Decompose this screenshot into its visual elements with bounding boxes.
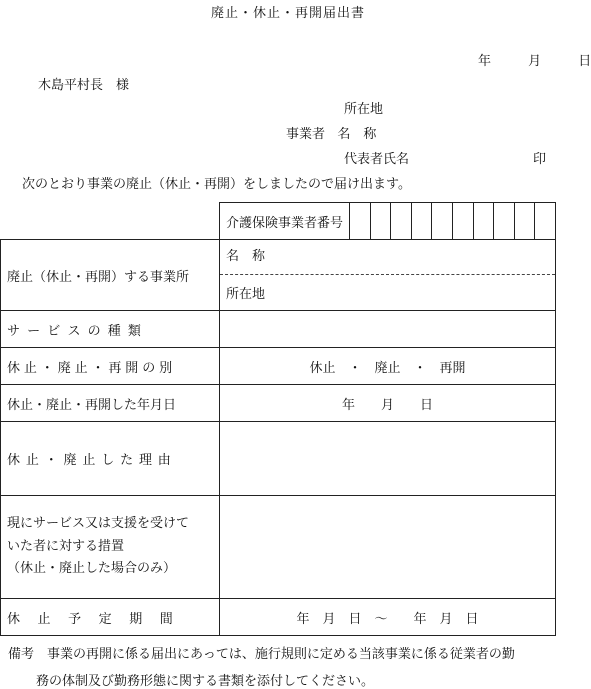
provider-number-digit[interactable] <box>371 203 392 239</box>
office-label: 廃止（休止・再開）する事業所 <box>1 240 220 311</box>
provider-number-digit[interactable] <box>412 203 433 239</box>
recipient: 木島平村長 様 <box>38 78 130 93</box>
measures-label-line-3: （休止・廃止した場合のみ） <box>7 561 177 577</box>
date-year-label: 年 <box>477 54 491 69</box>
blank-cell <box>1 203 220 240</box>
notification-form-table <box>0 202 556 636</box>
applicant-address-label: 所在地 <box>344 102 384 117</box>
remarks-line-2: 務の体制及び勤務形態に関する書類を添付してください。 <box>36 674 375 689</box>
provider-number-digit[interactable] <box>535 203 555 239</box>
applicant-name-line <box>286 123 376 142</box>
business-label: 事業者 <box>286 127 326 142</box>
provider-number-label: 介護保険事業者番号 <box>220 203 350 239</box>
provider-number-digit[interactable] <box>453 203 474 239</box>
distinction-label: 休止・廃止・再開の別 <box>1 348 220 385</box>
distinction-options[interactable]: 休止 ・ 廃止 ・ 再開 <box>220 348 556 385</box>
reason-label: 休止・廃止した理由 <box>1 422 220 496</box>
service-type-label: サービスの種類 <box>1 311 220 348</box>
office-address-field[interactable] <box>220 275 555 310</box>
period-field[interactable]: 年 月 日 ～ 年 月 日 <box>220 599 556 636</box>
date-day-label: 日 <box>578 54 591 69</box>
intro-text: 次のとおり事業の廃止（休止・再開）をしましたので届け出ます。 <box>22 177 411 192</box>
provider-number-digit[interactable] <box>391 203 412 239</box>
submission-date <box>445 50 591 69</box>
office-address-label: 所在地 <box>226 286 266 302</box>
provider-number-digit[interactable] <box>494 203 515 239</box>
business-name-label: 名 称 <box>337 127 377 142</box>
provider-number-digit[interactable] <box>350 203 371 239</box>
measures-label <box>1 496 220 599</box>
seal-mark: 印 <box>533 152 547 167</box>
remarks-line-1: 備考 事業の再開に係る届出にあっては、施行規則に定める当該事業に係る従業者の勤 <box>8 647 515 662</box>
measures-label-line-2: いた者に対する措置 <box>7 538 125 554</box>
period-label: 休止予定期間 <box>1 599 220 636</box>
office-name-field[interactable] <box>220 241 555 275</box>
office-name-label: 名 称 <box>226 248 266 264</box>
provider-number-digit[interactable] <box>474 203 495 239</box>
service-type-field[interactable] <box>220 311 556 348</box>
office-details-cell <box>220 240 556 311</box>
provider-number-digit[interactable] <box>432 203 453 239</box>
reason-field[interactable] <box>220 422 556 496</box>
date-label: 休止・廃止・再開した年月日 <box>1 385 220 422</box>
provider-number-digit[interactable] <box>515 203 536 239</box>
date-month-label: 月 <box>528 54 542 69</box>
date-field[interactable]: 年 月 日 <box>220 385 556 422</box>
measures-label-line-1: 現にサービス又は支援を受けて <box>7 515 190 531</box>
form-title: 廃止・休止・再開届出書 <box>210 6 365 21</box>
representative-label: 代表者氏名 <box>344 152 410 167</box>
measures-field[interactable] <box>220 496 556 599</box>
provider-number-cell <box>220 203 556 240</box>
